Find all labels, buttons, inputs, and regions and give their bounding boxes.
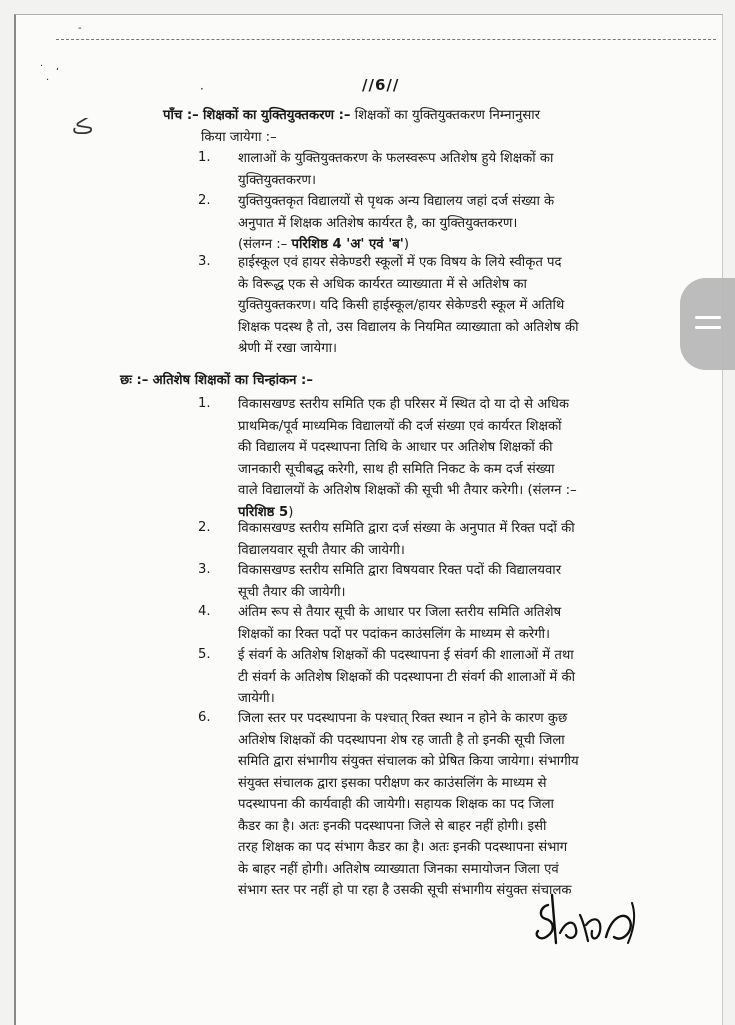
list-item [238,148,640,191]
list-item-line: अंतिम रूप से तैयार सूची के आधार पर जिला स्तरीय समिति अतिशेष [238,605,562,620]
list-item-line: शालाओं के युक्तियुक्तकरण के फलस्वरूप अतिशेष हुये शिक्षकों का [238,151,554,166]
list-item-line: संभाग स्तर पर नहीं हो पा रहा है उसकी सूची संभागीय संयुक्त संचालक [238,883,572,898]
list-number: 1. [198,150,211,165]
list-item-line: ई संवर्ग के अतिशेष शिक्षकों की पदस्थापना ई संवर्ग की शालाओं में तथा [238,648,574,663]
list-item-line: विकासखण्ड स्तरीय समिति द्वारा दर्ज संख्या के अनुपात में रिक्त पदों की [238,521,575,536]
handle-line [695,326,721,329]
list-number: 6. [198,710,211,725]
list-number: 2. [198,193,211,208]
list-item [238,518,640,561]
section-5-prefix: पाँच :– [163,108,199,123]
list-item-line: युक्तियुक्तकृत विद्यालयों से पृथक अन्य विद्यालय जहां दर्ज संख्या के [238,194,555,209]
scan-speck: · [40,61,44,72]
drag-handle-icon[interactable] [680,278,735,370]
scan-speck: ʻ [56,67,60,78]
list-item-line: वाले विद्यालयों के अतिशेष शिक्षकों की सूची भी तैयार करेगी। (संलग्न :– [238,483,577,498]
annexure-reference: (संलग्न :– परिशिष्ठ 4 'अ' एवं 'ब') [238,237,409,252]
section-5 [163,105,643,148]
section-6 [120,370,640,392]
scan-dot: · [200,82,204,96]
page-number: //6// [362,76,400,94]
list-item [238,708,640,902]
signature-icon [530,885,650,955]
list-item-line: सूची तैयार की जायेगी। [238,584,346,600]
list-item-line: जानकारी सूचीबद्ध करेगी, साथ ही समिति निकट के कम दर्ज संख्या [238,461,555,477]
scan-speck: · [46,75,50,86]
list-item-line: शिक्षक पदस्थ है तो, उस विद्यालय के नियमित व्याख्याता को अतिशेष की [238,319,579,335]
list-number: 2. [198,520,211,535]
list-item [238,252,640,360]
list-item-line: विकासखण्ड स्तरीय समिति द्वारा विषयवार रिक्त पदों की विद्यालयवार [238,563,562,578]
list-item-line: कैडर का है। अतः इनकी पदस्थापना जिले से बाहर नहीं होगी। इसी [238,818,547,834]
list-item-line: के विरूद्ध एक से अधिक कार्यरत व्याख्याता में से अतिशेष का [238,276,527,292]
list-item-line: प्राथमिक/पूर्व माध्यमिक विद्यालयों की दर्ज संख्या एवं कार्यरत शिक्षकों [238,418,562,434]
list-item-line: तरह शिक्षक का पद संभाग कैडर का है। अतः इनकी पदस्थापना संभाग [238,840,568,855]
list-item-line: की विद्यालय में पदस्थापना तिथि के आधार पर अतिशेष शिक्षकों की [238,440,553,455]
list-item-line: समिति द्वारा संभागीय संयुक्त संचालक को प्रेषित किया जायेगा। संभागीय [238,754,579,769]
list-item-line: अतिशेष शिक्षकों की पदस्थापना शेष रह जाती है तो इनकी सूची जिला [238,732,565,748]
list-item [238,191,640,256]
scan-speck: - [78,23,82,34]
list-item-line: के बाहर नहीं होगी। अतिशेष व्याख्याता जिनका समायोजन जिला एवं [238,861,559,877]
annexure-reference: परिशिष्ठ 5) [238,504,294,520]
section-5-intro: शिक्षकों का युक्तियुक्तकरण निम्नानुसार [354,108,541,123]
list-number: 5. [198,647,211,662]
list-item [238,560,640,603]
list-number: 3. [198,254,211,269]
list-item [238,602,640,645]
handle-line [695,316,721,319]
list-item-line: विद्यालयवार सूची तैयार की जायेगी। [238,542,405,558]
list-item-line: जिला स्तर पर पदस्थापना के पश्चात् रिक्त स्थान न होने के कारण कुछ [238,711,568,726]
list-number: 1. [198,396,211,411]
section-5-intro-cont: किया जायेगा :– [201,129,277,145]
section-5-heading: शिक्षकों का युक्तियुक्तकरण :– [202,108,351,123]
list-item-line: टी संवर्ग के अतिशेष शिक्षकों की पदस्थापना टी संवर्ग की शालाओं में की [238,669,576,685]
list-item-line: श्रेणी में रखा जायेगा। [238,341,338,356]
list-item-line: अनुपात में शिक्षक अतिशेष कार्यरत है, का युक्तियुक्तकरण। [238,215,518,231]
list-item-line: पदस्थापना की कार्यवाही की जायेगी। सहायक शिक्षक का पद जिला [238,797,554,812]
list-item [238,394,640,523]
section-6-heading: अतिशेष शिक्षकों का चिन्हांकन :– [152,373,313,388]
list-number: 3. [198,562,211,577]
list-item-line: हाईस्कूल एवं हायर सेकेण्डरी स्कूलों में एक विषय के लिये स्वीकृत पद [238,255,562,270]
list-item-line: शिक्षकों का रिक्त पदों पर पदांकन काउंसलिंग के माध्यम से करेगी। [238,626,551,642]
section-6-prefix: छः :– [120,373,149,388]
list-number: 4. [198,604,211,619]
handwritten-mark-icon: ڪ [72,114,94,138]
list-item-line: संयुक्त संचालक द्वारा इसका परीक्षण कर काउंसलिंग के माध्यम से [238,775,547,791]
page-top-border [56,39,716,40]
list-item [238,645,640,710]
list-item-line: जायेगी। [238,691,275,706]
list-item-line: विकासखण्ड स्तरीय समिति एक ही परिसर में स्थित दो या दो से अधिक [238,397,569,412]
list-item-line: युक्तियुक्तकरण। यदि किसी हाईस्कूल/हायर सेकेण्डरी स्कूल में अतिथि [238,298,565,313]
list-item-line: युक्तियुक्तकरण। [238,172,316,188]
